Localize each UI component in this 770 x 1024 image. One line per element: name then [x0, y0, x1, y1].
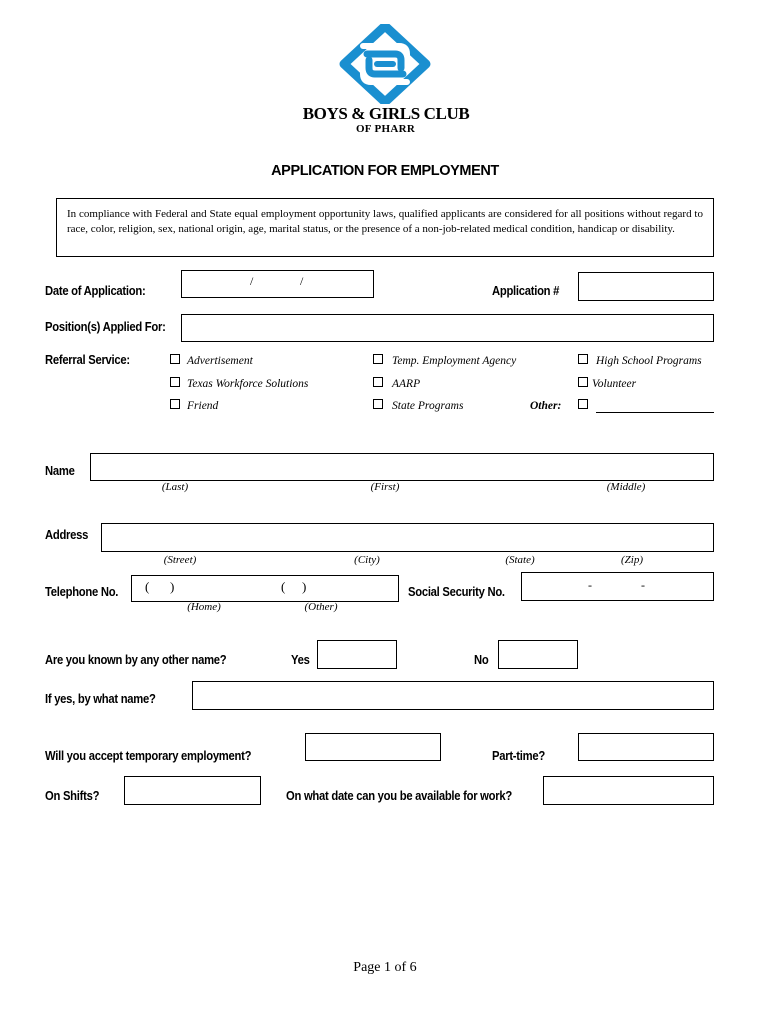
yes-label: Yes [291, 653, 310, 667]
aarp-checkbox[interactable] [373, 377, 383, 387]
other-name-question: Are you known by any other name? [45, 653, 227, 667]
by-what-name-label: If yes, by what name? [45, 692, 156, 706]
state-programs-option-label: State Programs [392, 400, 464, 412]
name-middle-caption: (Middle) [606, 481, 646, 493]
ssn-separator: - [641, 578, 645, 592]
volunteer-option-label: Volunteer [592, 378, 637, 390]
home-phone-caption: (Home) [187, 601, 221, 613]
name-field[interactable] [90, 453, 714, 481]
temp-agency-option-label: Temp. Employment Agency [392, 355, 517, 367]
ssn-label: Social Security No. [408, 585, 505, 599]
aarp-option-label: AARP [392, 378, 421, 390]
part-time-field[interactable] [578, 733, 714, 761]
other-phone-paren-close: ) [302, 579, 307, 594]
other-name-field[interactable] [192, 681, 714, 710]
other-phone-paren-open: ( [281, 579, 286, 594]
eeo-notice-box [56, 198, 714, 257]
name-first-caption: (First) [370, 481, 400, 493]
advertisement-option-label: Advertisement [187, 355, 253, 367]
other-checkbox[interactable] [578, 399, 588, 409]
temp-agency-checkbox[interactable] [373, 354, 383, 364]
address-state-caption: (State) [505, 554, 535, 566]
on-shifts-label: On Shifts? [45, 789, 100, 803]
other-phone-caption: (Other) [304, 601, 338, 613]
ssn-field[interactable] [521, 572, 714, 601]
date-separator: / [300, 274, 304, 288]
application-number-label: Application # [492, 284, 560, 298]
boys-girls-club-logo-icon [303, 24, 468, 104]
logo [303, 24, 468, 144]
eeo-notice-text: In compliance with Federal and State equal employment opportunity laws, qualified applicants are considered for all positions without regard to race, color, religion, sex, national origin, age, marital status, or the presence of a non-job-related medical condition, handicap or disability. [67, 208, 703, 235]
available-date-question: On what date can you be available for work? [286, 789, 512, 803]
address-city-caption: (City) [354, 554, 380, 566]
temp-employment-field[interactable] [305, 733, 441, 761]
page-title: APPLICATION FOR EMPLOYMENT [271, 163, 499, 179]
name-label: Name [45, 464, 75, 478]
address-label: Address [45, 528, 89, 542]
other-referral-line[interactable] [596, 412, 714, 413]
address-field[interactable] [101, 523, 714, 552]
org-subname: OF PHARR [355, 123, 416, 135]
date-of-application-field[interactable] [181, 270, 374, 298]
part-time-label: Part-time? [492, 749, 545, 763]
volunteer-checkbox[interactable] [578, 377, 588, 387]
no-label: No [474, 653, 489, 667]
advertisement-checkbox[interactable] [170, 354, 180, 364]
texas-workforce-option-label: Texas Workforce Solutions [187, 378, 309, 390]
positions-applied-label: Position(s) Applied For: [45, 320, 166, 334]
available-date-field[interactable] [543, 776, 714, 805]
friend-checkbox[interactable] [170, 399, 180, 409]
temp-employment-question: Will you accept temporary employment? [45, 749, 252, 763]
page-number: Page 1 of 6 [353, 960, 417, 975]
address-zip-caption: (Zip) [621, 554, 643, 566]
org-name: BOYS & GIRLS CLUB [302, 104, 470, 123]
telephone-label: Telephone No. [45, 585, 119, 599]
other-name-no-field[interactable] [498, 640, 578, 669]
other-option-label: Other: [530, 400, 562, 412]
other-name-yes-field[interactable] [317, 640, 397, 669]
state-programs-checkbox[interactable] [373, 399, 383, 409]
texas-workforce-checkbox[interactable] [170, 377, 180, 387]
date-separator: / [250, 274, 254, 288]
positions-applied-field[interactable] [181, 314, 714, 342]
friend-option-label: Friend [187, 400, 219, 412]
home-phone-paren-open: ( [145, 579, 150, 594]
on-shifts-field[interactable] [124, 776, 261, 805]
high-school-option-label: High School Programs [596, 355, 702, 367]
application-number-field[interactable] [578, 272, 714, 301]
date-of-application-label: Date of Application: [45, 284, 146, 298]
name-last-caption: (Last) [161, 481, 189, 493]
high-school-checkbox[interactable] [578, 354, 588, 364]
home-phone-paren-close: ) [170, 579, 175, 594]
referral-service-label: Referral Service: [45, 353, 130, 367]
address-street-caption: (Street) [163, 554, 197, 566]
ssn-separator: - [588, 578, 592, 592]
